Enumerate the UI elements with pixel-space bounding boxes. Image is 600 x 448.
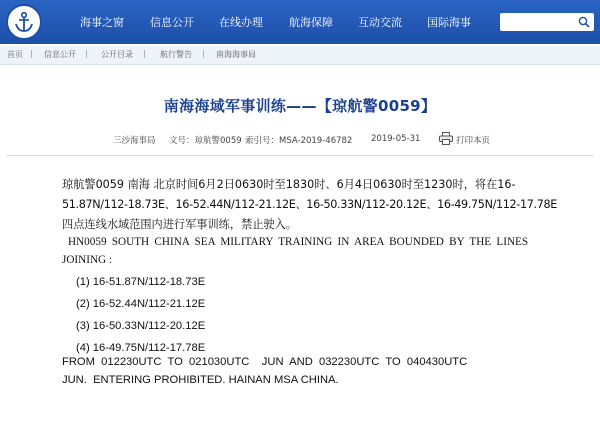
coordinate-item: (4) 16-49.75N/112-17.78E — [76, 342, 206, 354]
notice-text-en-footer: FROM 012230UTC TO 021030UTC JUN AND 032230UTC TO 040430UTC — [62, 356, 468, 368]
notice-text-en-heading: JOINING : — [62, 254, 113, 266]
breadcrumb-separator: | — [143, 49, 146, 58]
breadcrumb-home[interactable]: 首页 — [7, 50, 23, 59]
breadcrumb-separator: | — [202, 49, 205, 58]
coordinate-item: (2) 16-52.44N/112-21.12E — [76, 298, 206, 310]
notice-text-en-heading: HN0059 SOUTH CHINA SEA MILITARY TRAINING IN AREA BOUNDED BY THE LINES — [68, 236, 529, 248]
printer-icon[interactable] — [439, 132, 453, 145]
breadcrumb-info-disclosure[interactable]: 信息公开 — [44, 50, 76, 59]
nav-item-online-service[interactable]: 在线办理 — [219, 16, 263, 29]
nav-item-international[interactable]: 国际海事 — [427, 16, 471, 29]
notice-text-en-footer: JUN. ENTERING PROHIBITED. HAINAN MSA CHINA. — [62, 374, 339, 386]
search-icon[interactable] — [578, 16, 590, 28]
index-number: 索引号：MSA-2019-46782 — [245, 136, 353, 146]
publisher-label: 三沙海事局 — [113, 136, 156, 146]
breadcrumb-separator: | — [30, 49, 33, 58]
notice-text-cn-line: 51.87N/112-18.73E、16-52.44N/112-21.12E、16-50.33N/112-20.12E、16-49.75N/112-17.78E — [62, 198, 557, 211]
document-number: 文号：琼航警0059 — [169, 136, 242, 146]
coordinate-item: (3) 16-50.33N/112-20.12E — [76, 320, 206, 332]
breadcrumb — [0, 46, 600, 65]
anchor-icon — [12, 10, 36, 34]
breadcrumb-separator: | — [85, 49, 88, 58]
msa-logo[interactable] — [6, 4, 42, 40]
breadcrumb-nav-warnings[interactable]: 航行警告 — [160, 50, 192, 59]
notice-text-cn-line: 琼航警0059 南海 北京时间6月2日0630时至1830时、6月4日0630时至1230时，将在16- — [62, 178, 516, 191]
notice-text-cn-line: 四点连线水域范围内进行军事训练，禁止驶入。 — [62, 218, 297, 231]
nav-item-interaction[interactable]: 互动交流 — [358, 16, 402, 29]
breadcrumb-south-sea-msa[interactable]: 南海海事局 — [216, 50, 256, 59]
top-navigation-bar — [0, 0, 600, 44]
page-title: 南海海域军事训练——【琼航警0059】 — [163, 97, 437, 115]
divider — [6, 155, 594, 156]
search-input[interactable] — [500, 13, 594, 31]
publish-date: 2019-05-31 — [371, 134, 421, 144]
nav-item-maritime-window[interactable]: 海事之窗 — [80, 16, 124, 29]
breadcrumb-catalog[interactable]: 公开目录 — [101, 50, 133, 59]
coordinate-item: (1) 16-51.87N/112-18.73E — [76, 276, 206, 288]
nav-item-info-disclosure[interactable]: 信息公开 — [150, 16, 194, 29]
nav-item-navigation-support[interactable]: 航海保障 — [289, 16, 333, 29]
print-page-link[interactable]: 打印本页 — [456, 136, 491, 146]
